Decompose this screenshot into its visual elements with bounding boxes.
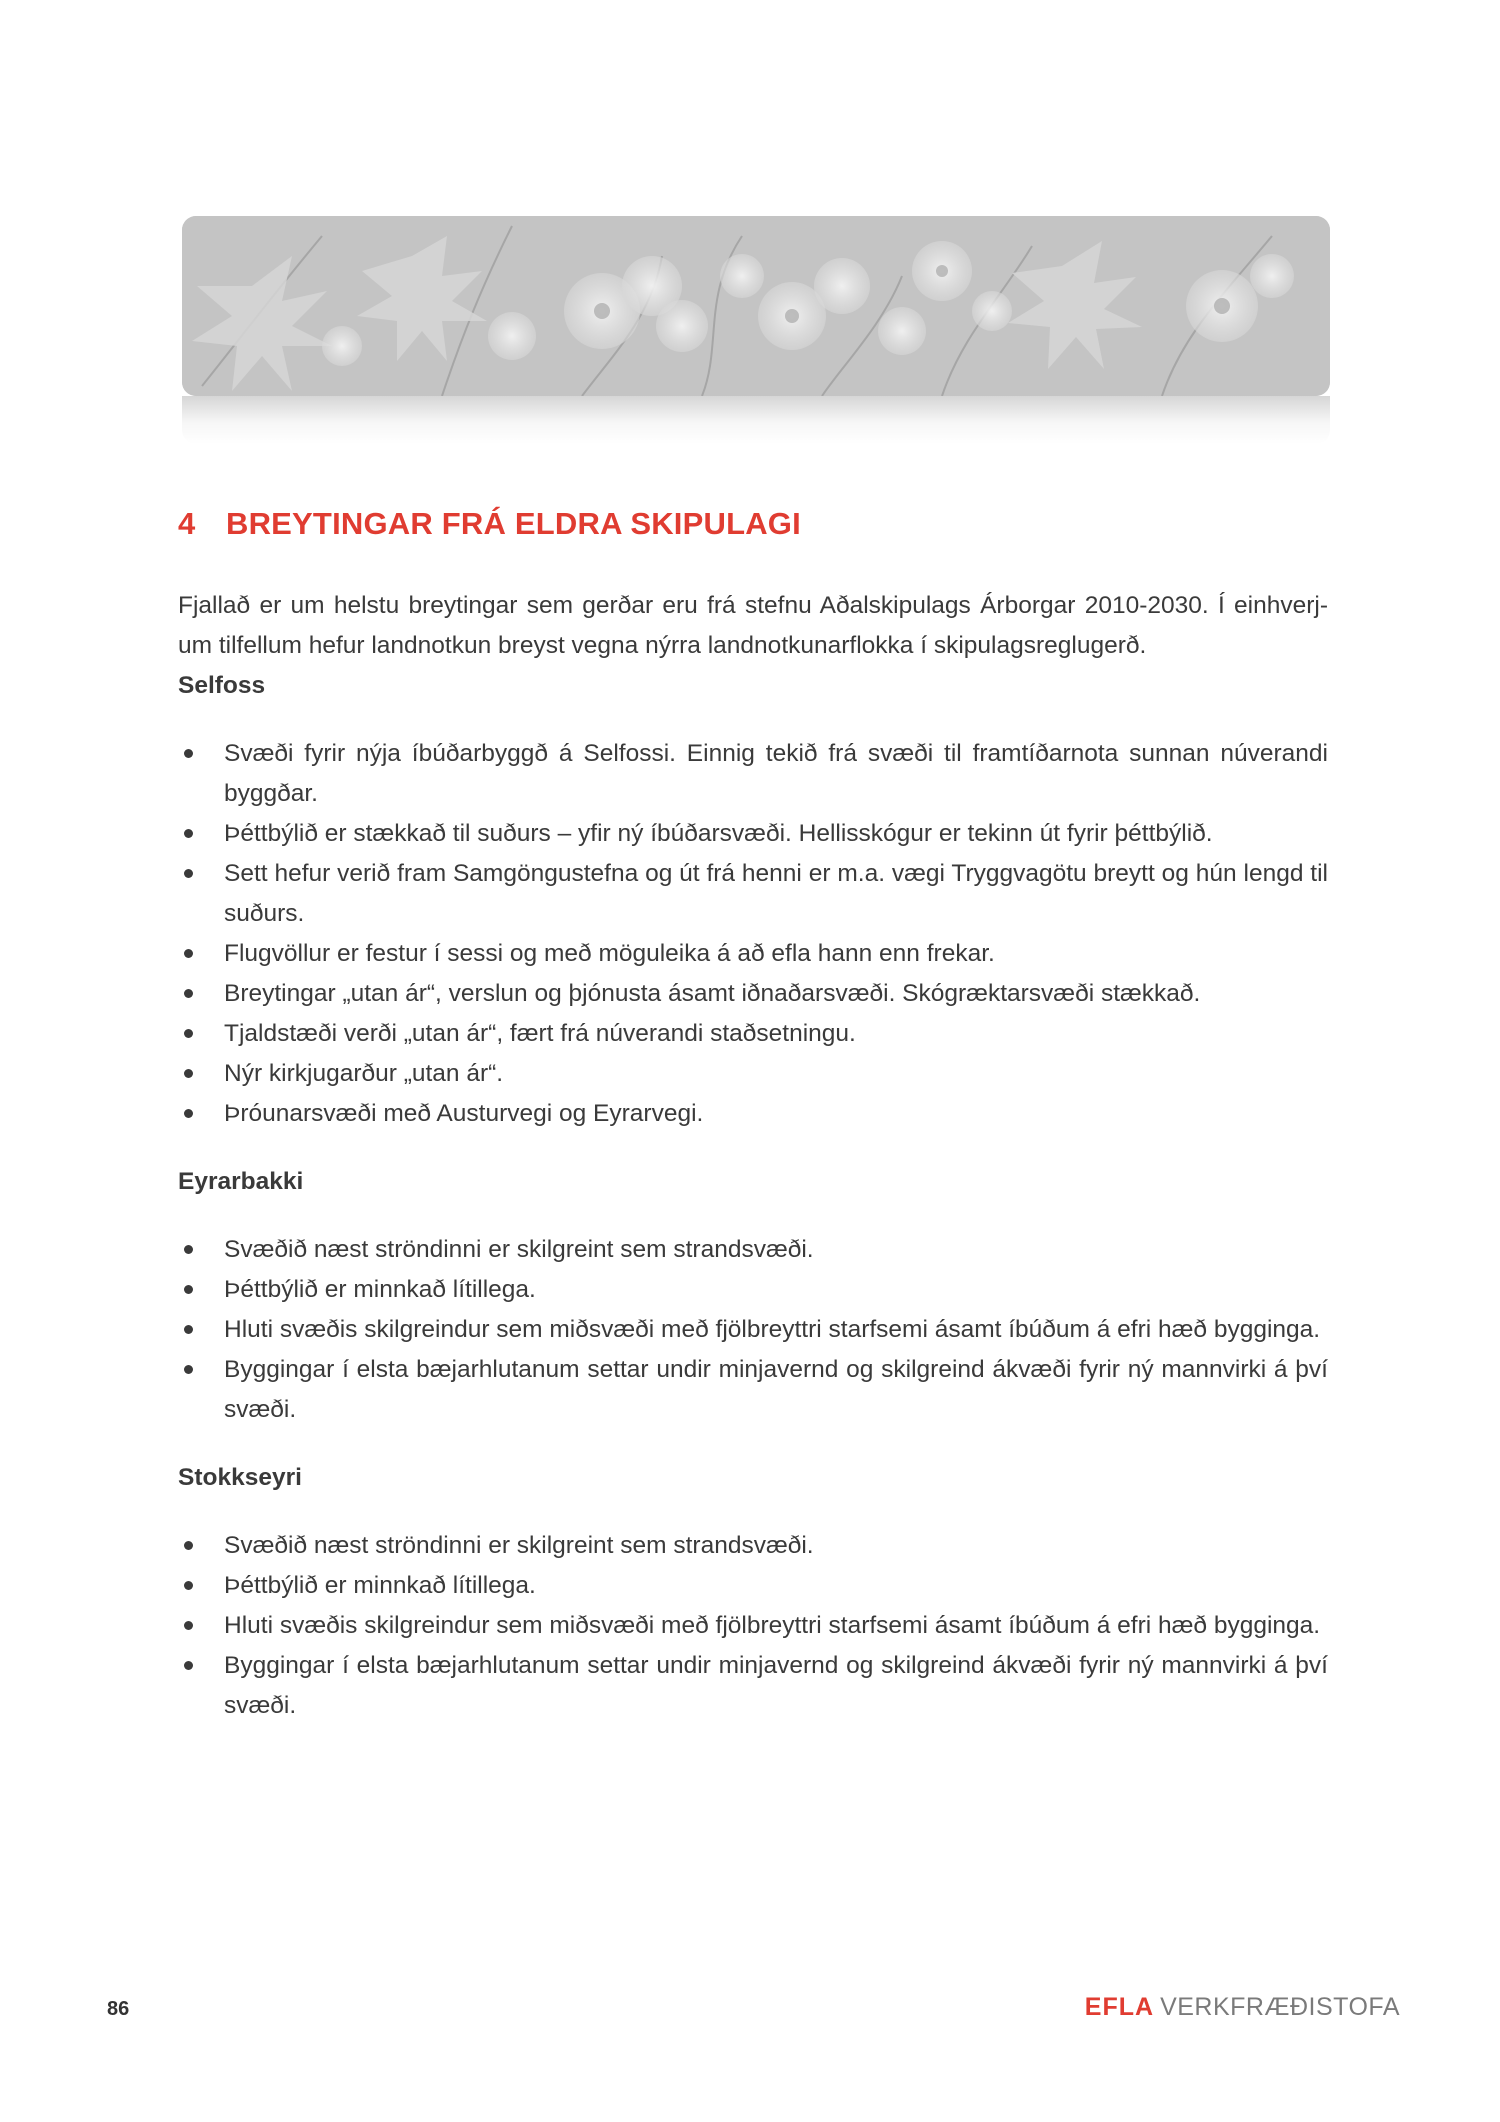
main-content xyxy=(178,586,1328,1726)
list-item: Þróunarsvæði með Austurvegi og Eyrarvegi. xyxy=(178,1094,1328,1134)
bullet-list-selfoss xyxy=(178,734,1328,1134)
bullet-list-stokkseyri xyxy=(178,1526,1328,1726)
footer-brand-logo xyxy=(1085,1993,1400,2022)
list-item: Hluti svæðis skilgreindur sem miðsvæði með fjölbreyttri starfsemi ásamt íbúðum á efri hæð bygginga. xyxy=(178,1310,1328,1350)
brand-suffix: VERKFRÆÐISTOFA xyxy=(1160,1993,1400,2021)
chapter-title xyxy=(178,506,801,542)
bullet-list-eyrarbakki xyxy=(178,1230,1328,1430)
banner-reflection xyxy=(182,396,1330,444)
list-item: Flugvöllur er festur í sessi og með möguleika á að efla hann enn frekar. xyxy=(178,934,1328,974)
brand-name: EFLA xyxy=(1084,1993,1155,2021)
list-item: Hluti svæðis skilgreindur sem miðsvæði með fjölbreyttri starfsemi ásamt íbúðum á efri hæð bygginga. xyxy=(178,1606,1328,1646)
list-item: Byggingar í elsta bæjarhlutanum settar undir minjavernd og skilgreind ákvæði fyrir ný mannvirki á því svæði. xyxy=(178,1350,1328,1430)
section-heading-eyrarbakki: Eyrarbakki xyxy=(178,1168,304,1195)
list-item: Nýr kirkjugarður „utan ár“. xyxy=(178,1054,1328,1094)
intro-paragraph: Fjallað er um helstu breytingar sem gerðar eru frá stefnu Aðalskipulags Árborgar 2010-2030. Í einhverj- um tilfellum hefur landnotkun breyst vegna nýrra landnotkunarflokka í skipulagsreglugerð. xyxy=(178,592,1328,659)
list-item: Svæði fyrir nýja íbúðarbyggð á Selfossi. Einnig tekið frá svæði til framtíðarnota sunnan núverandi byggðar. xyxy=(178,734,1328,814)
chapter-number: 4 xyxy=(178,506,196,541)
chapter-title-text: BREYTINGAR FRÁ ELDRA SKIPULAGI xyxy=(226,506,801,541)
list-item: Breytingar „utan ár“, verslun og þjónusta ásamt iðnaðarsvæði. Skógræktarsvæði stækkað. xyxy=(178,974,1328,1014)
page-number: 86 xyxy=(107,1998,130,2020)
list-item: Sett hefur verið fram Samgöngustefna og út frá henni er m.a. vægi Tryggvagötu breytt og hún lengd til suðurs. xyxy=(178,854,1328,934)
list-item: Svæðið næst ströndinni er skilgreint sem strandsvæði. xyxy=(178,1230,1328,1270)
flowers-photo-illustration xyxy=(182,216,1330,396)
section-heading-stokkseyri: Stokkseyri xyxy=(178,1464,302,1491)
list-item: Svæðið næst ströndinni er skilgreint sem strandsvæði. xyxy=(178,1526,1328,1566)
list-item: Þéttbýlið er minnkað lítillega. xyxy=(178,1270,1328,1310)
list-item: Tjaldstæði verði „utan ár“, fært frá núverandi staðsetningu. xyxy=(178,1014,1328,1054)
list-item: Þéttbýlið er stækkað til suðurs – yfir ný íbúðarsvæði. Hellisskógur er tekinn út fyrir þéttbýlið. xyxy=(178,814,1328,854)
section-heading-selfoss: Selfoss xyxy=(178,672,266,699)
list-item: Byggingar í elsta bæjarhlutanum settar undir minjavernd og skilgreind ákvæði fyrir ný mannvirki á því svæði. xyxy=(178,1646,1328,1726)
list-item: Þéttbýlið er minnkað lítillega. xyxy=(178,1566,1328,1606)
header-banner-image xyxy=(182,216,1330,396)
